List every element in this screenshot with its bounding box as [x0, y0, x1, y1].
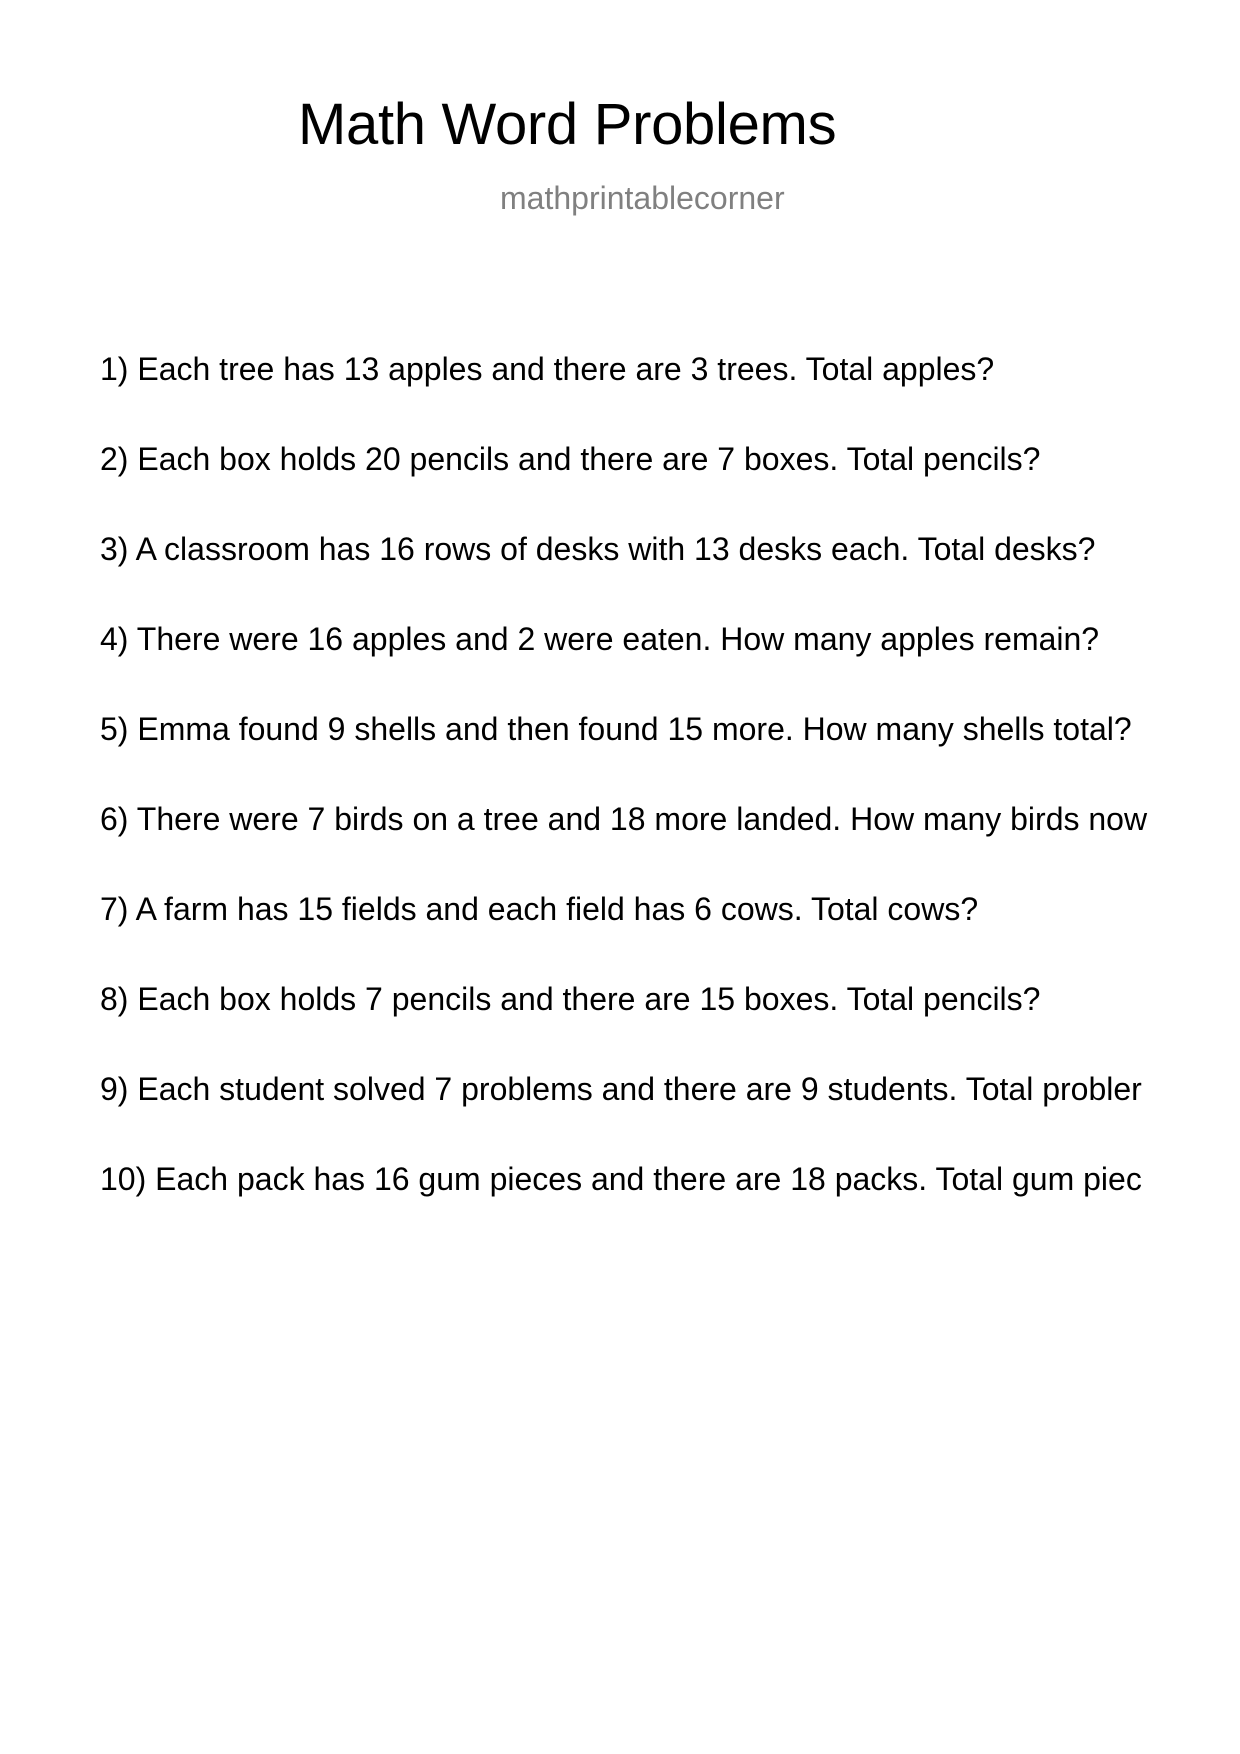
problem-item: 1) Each tree has 13 apples and there are 3 trees. Total apples?: [100, 351, 995, 387]
problem-item: 3) A classroom has 16 rows of desks with 13 desks each. Total desks?: [100, 531, 1096, 567]
problem-list: [100, 349, 1240, 1249]
problem-item: 6) There were 7 birds on a tree and 18 more landed. How many birds now: [100, 801, 1148, 837]
problem-item: 8) Each box holds 7 pencils and there are 15 boxes. Total pencils?: [100, 981, 1041, 1017]
problem-item: 2) Each box holds 20 pencils and there are 7 boxes. Total pencils?: [100, 441, 1041, 477]
problem-item: 9) Each student solved 7 problems and there are 9 students. Total probler: [100, 1071, 1142, 1107]
problem-item: 10) Each pack has 16 gum pieces and there are 18 packs. Total gum piec: [100, 1161, 1142, 1197]
problem-item: 5) Emma found 9 shells and then found 15 more. How many shells total?: [100, 711, 1132, 747]
source-subtitle: mathprintablecorner: [500, 180, 785, 216]
page-title: Math Word Problems: [298, 92, 837, 157]
problem-item: 4) There were 16 apples and 2 were eaten. How many apples remain?: [100, 621, 1100, 657]
problem-item: 7) A farm has 15 fields and each field has 6 cows. Total cows?: [100, 891, 979, 927]
